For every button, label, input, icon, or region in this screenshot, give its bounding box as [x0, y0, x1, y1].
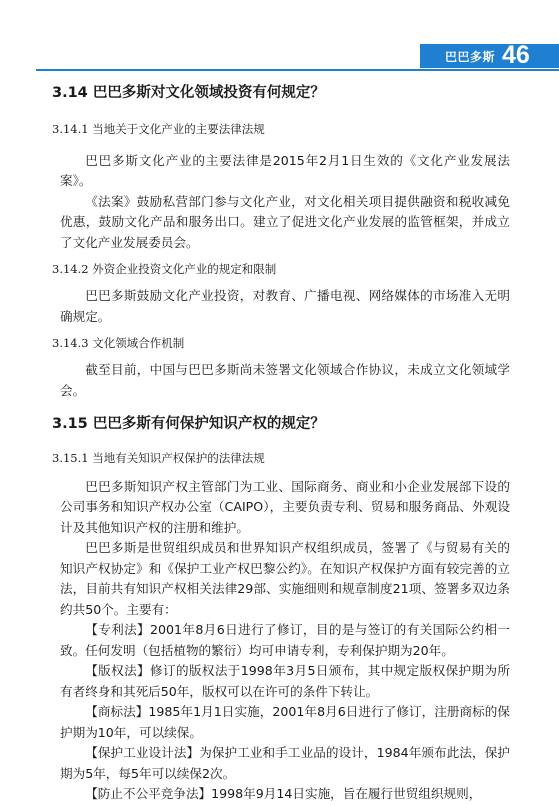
subsection-heading: 3.14.1 当地关于文化产业的主要法律法规	[52, 121, 265, 136]
paragraph: 【专利法】2001年8月6日进行了修订，目的是与签订的有关国际公约相一致。任何发明（包括植物的繁衍）均可申请专利，专利保护期为20年。	[60, 622, 510, 658]
paragraph: 【版权法】修订的版权法于1998年3月5日颁布，其中规定版权保护期为所有者终身和其死后50年，版权可以在许可的条件下转让。	[60, 663, 510, 699]
header-divider	[36, 69, 559, 71]
page-header	[0, 41, 559, 74]
header-title: 巴巴多斯	[445, 50, 496, 64]
subsection-heading: 3.14.3 文化领域合作机制	[52, 336, 185, 351]
paragraph: 巴巴多斯鼓励文化产业投资，对教育、广播电视、网络媒体的市场准入无明确规定。	[60, 288, 510, 324]
header-band	[420, 41, 559, 69]
paragraph: 【保护工业设计法】为保护工业和手工业品的设计，1984年颁布此法，保护期为5年，每5年可以续保2次。	[60, 745, 510, 781]
paragraph: 《法案》鼓励私营部门参与文化产业，对文化相关项目提供融资和税收减免优惠，鼓励文化产品和服务出口。建立了促进文化产业发展的监管框架，并成立了文化产业发展委员会。	[60, 193, 510, 250]
page-number: 46	[502, 41, 530, 69]
section-heading: 3.14 巴巴多斯对文化领域投资有何规定？	[52, 85, 325, 101]
section-heading: 3.15 巴巴多斯有何保护知识产权的规定？	[52, 416, 325, 433]
paragraph: 巴巴多斯是世贸组织成员和世界知识产权组织成员，签署了《与贸易有关的知识产权协定》和《保护工业产权巴黎公约》。在知识产权保护方面有较完善的立法，目前共有知识产权相关法律29部、实施细则和规章制度21项、签署多双边条约共50个。主要有：	[60, 540, 510, 617]
paragraph: 【防止不公平竞争法】1998年9月14日实施，旨在履行世贸组织规则，	[85, 786, 482, 802]
paragraph: 巴巴多斯知识产权主管部门为工业、国际商务、商业和小企业发展部下设的公司事务和知识产权办公室（CAIPO），主要负责专利、贸易和服务商品、外观设计及其他知识产权的注册和维护。	[60, 478, 510, 535]
subsection-heading: 3.14.2 外资企业投资文化产业的规定和限制	[52, 262, 277, 277]
paragraph: 【商标法】1985年1月1日实施，2001年8月6日进行了修订，注册商标的保护期为10年，可以续保。	[60, 704, 510, 740]
page-content	[52, 82, 510, 805]
subsection-heading: 3.15.1 当地有关知识产权保护的法律法规	[52, 451, 265, 465]
paragraph: 巴巴多斯文化产业的主要法律是2015年2月1日生效的《文化产业发展法案》。	[60, 152, 510, 189]
paragraph: 截至目前，中国与巴巴多斯尚未签署文化领域合作协议，未成立文化领域学会。	[60, 362, 510, 398]
